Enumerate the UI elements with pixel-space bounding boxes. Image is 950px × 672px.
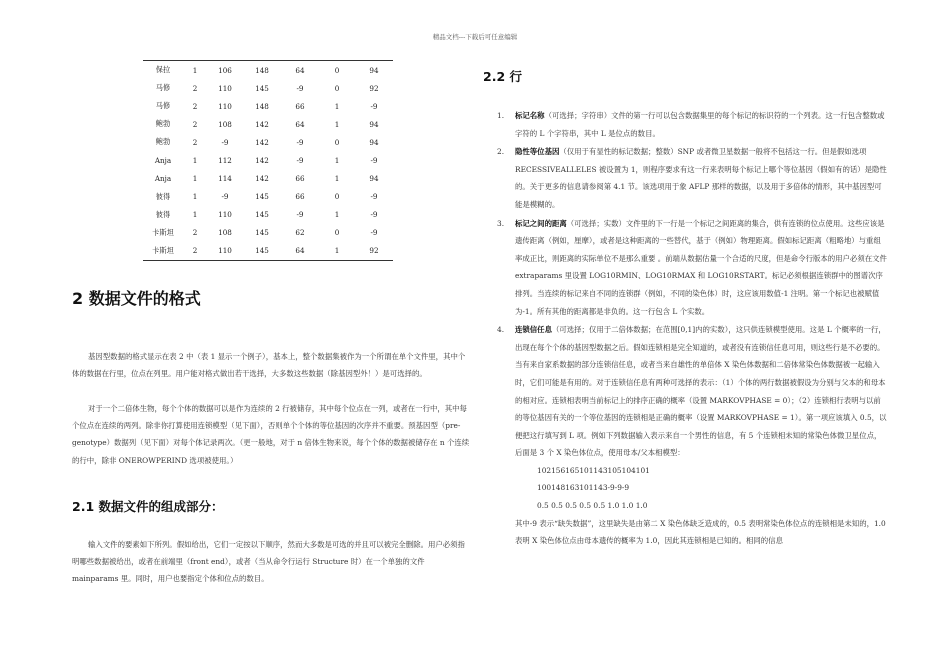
table-cell: 142: [255, 156, 269, 166]
table-cell: 145: [255, 246, 269, 256]
list-item-term: 连锁信任息: [515, 325, 552, 335]
table-cell: 110: [218, 246, 232, 256]
list-item-text: （仅用于有显性的标记数据；整数）SNP 或者微卫星数据一般将不包括这一行。但是假如选项 RECESSIVEALLELES 被设置为 1，则程序要求有这一行来表明每个标记上哪个等位基因（假如有的话）是隐性的。关于更多的信息请参阅第 4.1 节。该选项用于象 AFLP 那样的数据，以及用于多倍体的情形，其中基因型可能是模糊的。: [515, 147, 887, 209]
table-cell: Anja: [154, 156, 172, 166]
list-item-number: 1.: [497, 111, 505, 120]
table-cell: 1: [334, 210, 340, 220]
table-cell: 1: [192, 192, 198, 202]
table-cell: 94: [369, 65, 379, 75]
section-2-paragraph-1-text: 基因型数据的格式显示在表 2 中（表 1 显示一个例子），基本上，整个数据集被作为一个所谓在单个文件里，其中个体的数据在行里，位点在列里。用户能对格式做出若干选择，大多数这些数据（除基因型外！）是可选择的。: [72, 352, 466, 379]
table-cell: 66: [295, 174, 305, 184]
table-row: [143, 206, 393, 224]
section-2-title: 2 数据文件的格式: [72, 289, 201, 308]
table-cell: 2: [192, 246, 198, 256]
table-row: [143, 97, 393, 115]
example-data-line-3: 0.5 0.5 0.5 0.5 0.5 1.0 1.0 1.0: [537, 501, 648, 511]
section-2-paragraph-1: [72, 348, 472, 382]
table-cell: 1: [334, 119, 340, 129]
header-note: 精品文档---下载后可任意编辑: [432, 33, 518, 41]
table-cell: 2: [192, 228, 198, 238]
table-cell: 0: [334, 137, 340, 147]
table-cell: -9: [296, 210, 304, 220]
table-cell: -9: [370, 210, 378, 220]
table-cell: 108: [218, 228, 232, 238]
list-item-number: 3.: [497, 218, 505, 228]
table-row: [143, 151, 393, 169]
table-cell: 马修: [155, 101, 171, 111]
table-cell: 0: [334, 65, 340, 75]
table-cell: -9: [370, 101, 378, 111]
list-item-term: 隐性等位基因: [515, 147, 560, 157]
table-cell: 彼得: [155, 209, 171, 219]
table-cell: 110: [218, 101, 232, 111]
list-item: [497, 143, 887, 213]
table-cell: 1: [334, 101, 340, 111]
table-cell: 108: [218, 119, 232, 129]
section-2-1-title: 2.1 数据文件的组成部分：: [72, 499, 224, 514]
table-cell: 145: [255, 210, 269, 220]
table-cell: 145: [255, 83, 269, 93]
table-row: [143, 133, 393, 151]
genotype-table: [143, 60, 393, 261]
table-row: [143, 188, 393, 206]
table-cell: 142: [255, 137, 269, 147]
table-cell: 2: [192, 83, 198, 93]
table-cell: 142: [255, 174, 269, 184]
table-row: [143, 115, 393, 133]
table-cell: -9: [221, 137, 229, 147]
section-2-paragraph-2-text: 对于一个二倍体生物，每个个体的数据可以是作为连续的 2 行被储存，其中每个位点在一列，或者在一行中，其中每个位点在连续的两列。除非你打算使用连锁模型（见下面），否则单个个体的等位基因的次序并不重要。预基因型（pre-genotype）数据列（见下面）对每个体记录两次。（更一般地，对于 n 倍体生物来说，每个个体的数据被储存在 n 个连续的行中，除非 ONEROWPERIND 选项被使用。）: [72, 404, 470, 465]
table-cell: -9: [370, 156, 378, 166]
table-row: [143, 224, 393, 242]
table-cell: 94: [369, 137, 379, 147]
section-2-1-paragraph-text: 输入文件的要素如下所列。假如给出，它们一定按以下顺序，然而大多数是可选的并且可以被完全删除。用户必须指明哪些数据被给出，或者在前端里（front end），或者（当从命令行运行 Structure 时）在一个单独的文件 mainparams 里。同时，用户也要指定个体和位点的数目。: [72, 540, 465, 584]
table-cell: 马修: [155, 83, 171, 93]
table-cell: -9: [296, 137, 304, 147]
table-cell: 保拉: [155, 65, 171, 75]
table-cell: 112: [218, 156, 232, 166]
table-row: [143, 61, 393, 79]
table-cell: Anja: [154, 174, 172, 184]
list-item-text: （可选择；实数）文件里的下一行是一个标记之间距离的集合，供有连锁的位点使用。这些应该是遗传距离（例如，厘摩），或者是这种距离的一些替代，基于（例如）物理距离。假如标记距离（粗略地）与重组率成正比，则距离的实际单位不是那么重要 。前端从数据估量一个合适的尺度，但是命令行版本的用户必须在文件 extraparams 里设置 LOG10RMIN、LOG10RMAX 和 LOG10RSTART。标记必须根据连锁群中的图谱次序排列。当连续的标记来自不同的连锁群（例如，不同的染色体）时，这应该用数值-1 注明。第一个标记也被赋值为-1。所有其他的距离都是非负的。这一行包含 L 个实数。: [515, 218, 887, 316]
row-items-list: [497, 107, 887, 550]
table-cell: 62: [295, 228, 305, 238]
table-cell: -9: [296, 156, 304, 166]
list-item: [497, 107, 887, 142]
table-cell: 鲍勃: [155, 137, 171, 147]
table-cell: 卡斯坦: [152, 245, 174, 255]
table-cell: 148: [255, 65, 269, 75]
table-cell: 0: [334, 228, 340, 238]
list-item-number: 4.: [497, 325, 505, 335]
table-cell: 2: [192, 119, 198, 129]
table-cell: 64: [295, 65, 305, 75]
list-item-text: （可选择；仅用于二倍体数据；在范围[0,1]内的实数），这只供连锁模型使用。这是 L 个概率的一行，出现在每个个体的基因型数据之后。假如连锁相是完全知道的，或者没有连锁信任息可用，则这些行是不必要的。当有来自家系数据的部分连锁信任息，或者当来自雄性的单倍体 X 染色体数据和二倍体常染色体数据被一起输入时，它们可能是有用的。对于连锁信任息有两种可选择的表示：（1）个体的两行数据被假设为分别与父本的和母本的相对应。连锁相表明当前标记上的排序正确的概率（设置 MARKOVPHASE = 0）；（2）连锁相行表明与以前的等位基因有关的一个等位基因的连锁相是正确的概率（设置 MARKOVPHASE = 1）。第一项应该填入 0.5，以便把这行填写到 L 项。例如下列数据输入表示来自一个男性的信息，有 5 个连锁相未知的常染色体微卫星位点，后面是 3 个 X 染色体位点，使用母本/父本相模型：: [515, 325, 887, 458]
table-cell: 94: [369, 174, 379, 184]
table-cell: 110: [218, 210, 232, 220]
table-cell: -9: [296, 83, 304, 93]
table-cell: 2: [192, 137, 198, 147]
table-cell: 1: [192, 156, 198, 166]
table-cell: 1: [192, 65, 198, 75]
list-item: [497, 321, 887, 550]
example-data-line-1: 102156165101143105104101: [537, 465, 650, 475]
table-cell: 114: [218, 174, 232, 184]
table-cell: 110: [218, 83, 232, 93]
table-cell: 92: [369, 83, 379, 93]
table-cell: 卡斯坦: [152, 227, 174, 237]
list-item-term: 标记名称: [515, 111, 545, 120]
table-cell: 1: [334, 246, 340, 256]
section-2-paragraph-2: [72, 400, 472, 469]
table-cell: 106: [218, 65, 232, 75]
table-cell: 0: [334, 192, 340, 202]
table-cell: 145: [255, 192, 269, 202]
table-cell: -9: [370, 192, 378, 202]
table-cell: 1: [334, 156, 340, 166]
table-cell: -9: [221, 192, 229, 202]
table-row: [143, 170, 393, 188]
list-item-number: 2.: [497, 147, 505, 157]
table-cell: 92: [369, 246, 379, 256]
list-item-text: （可选择；字符串）文件的第一行可以包含数据集里的每个标记的标识符的一个列表。这一行包含整数或字符的 L 个字符串，其中 L 是位点的数目。: [515, 111, 885, 138]
table-cell: -9: [370, 228, 378, 238]
table-cell: 64: [295, 119, 305, 129]
table-cell: 66: [295, 192, 305, 202]
table-row: [143, 79, 393, 97]
table-cell: 0: [334, 83, 340, 93]
table-cell: 145: [255, 228, 269, 238]
table-bottom-rule: [143, 260, 393, 261]
table-cell: 142: [255, 119, 269, 129]
section-2-1-paragraph: [72, 536, 472, 588]
table-cell: 1: [334, 174, 340, 184]
list-item-continuation: 其中-9 表示“缺失数据”，这里缺失是由第二 X 染色体缺乏造成的，0.5 表明常染色体位点的连锁相是未知的，1.0 表明 X 染色体位点由母本遗传的概率为 1.0，因此其连锁相是已知的。相同的信息: [515, 518, 886, 546]
table-row: [143, 242, 393, 260]
list-item: [497, 215, 887, 321]
table-cell: 94: [369, 119, 379, 129]
table-cell: 148: [255, 101, 269, 111]
table-cell: 鲍勃: [155, 119, 171, 129]
example-data-line-2: 100148163101143-9-9-9: [537, 483, 630, 493]
table-cell: 66: [295, 101, 305, 111]
table-cell: 1: [192, 174, 198, 184]
table-cell: 1: [192, 210, 198, 220]
table-cell: 彼得: [155, 191, 171, 201]
table-cell: 64: [295, 246, 305, 256]
section-2-2-title: 2.2 行: [483, 69, 522, 84]
list-item-term: 标记之间的距离: [515, 218, 567, 228]
table-cell: 2: [192, 101, 198, 111]
